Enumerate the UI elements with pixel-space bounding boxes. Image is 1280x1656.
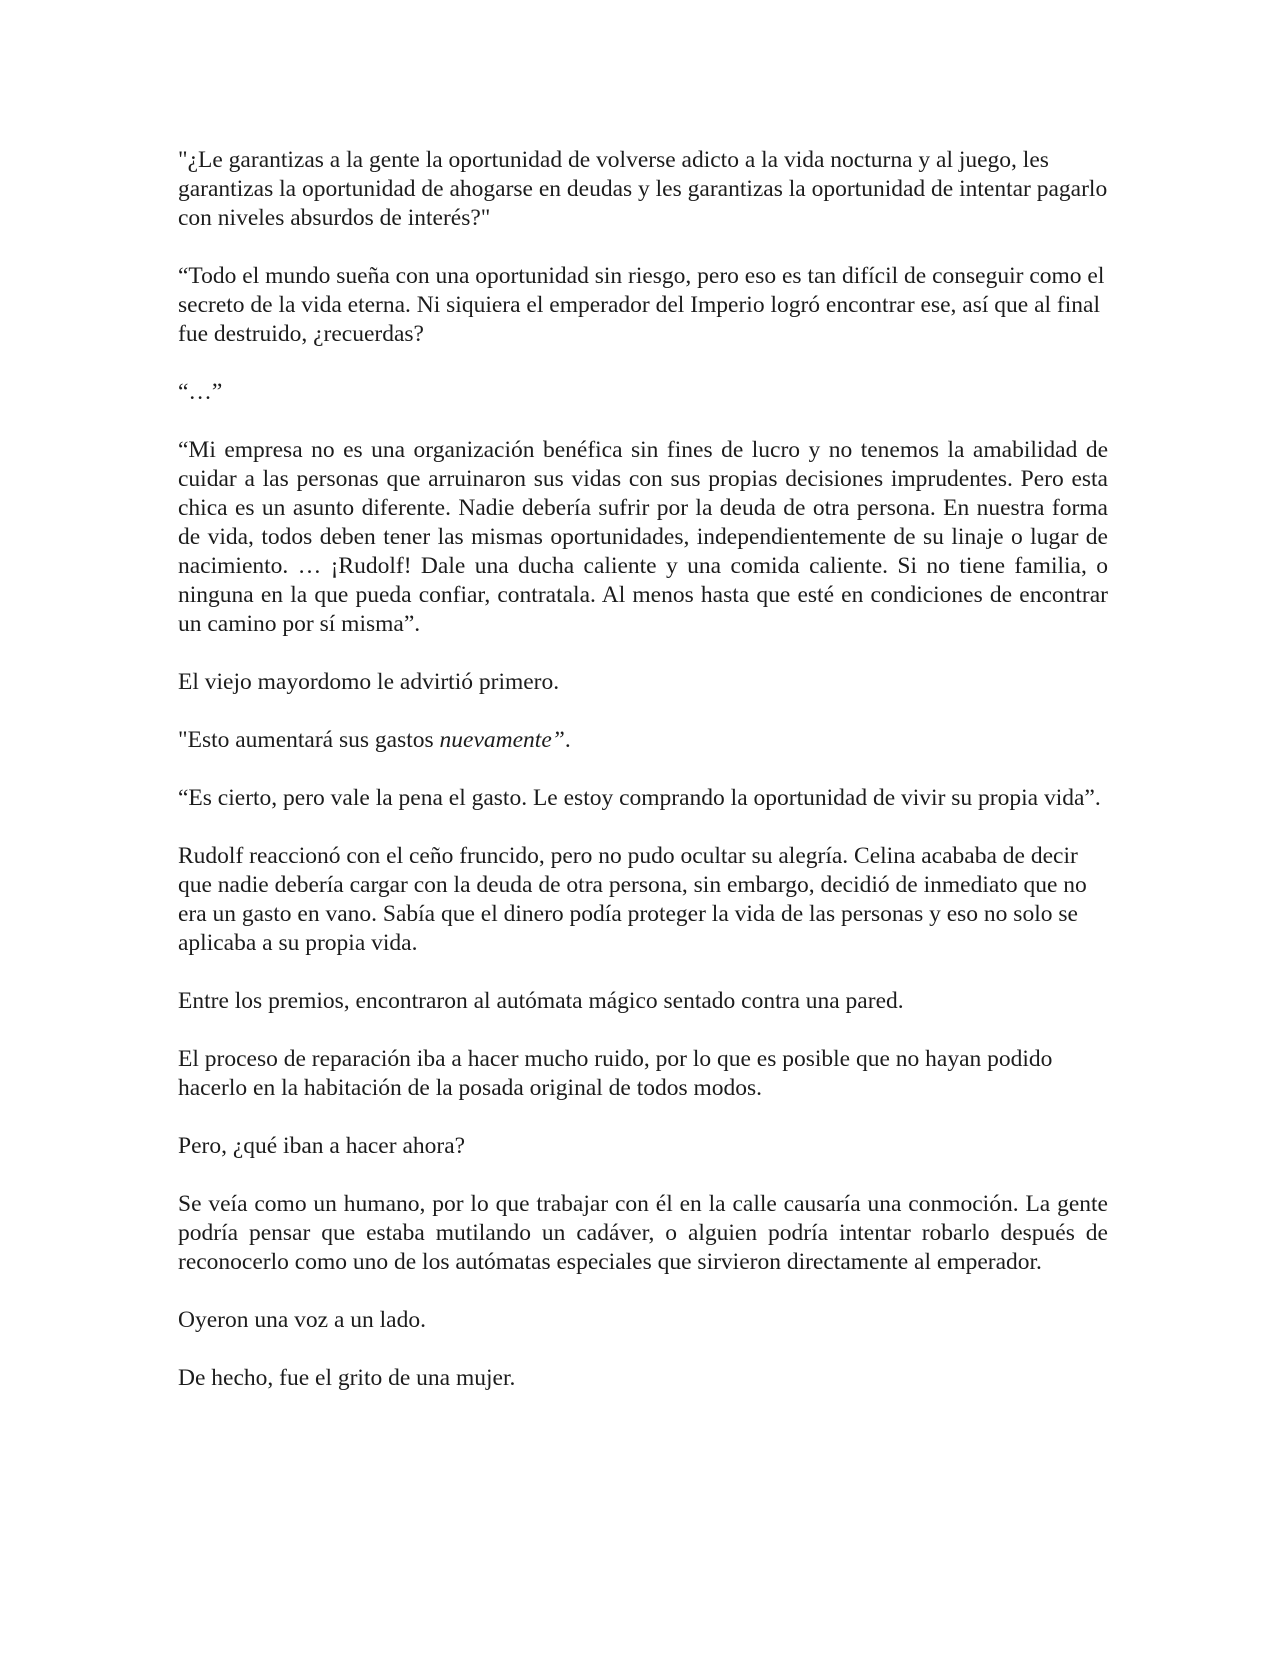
paragraph-7: “Es cierto, pero vale la pena el gasto. Le estoy comprando la oportunidad de vivir su propia vida”. [178,785,1101,811]
paragraph-11: Pero, ¿qué iban a hacer ahora? [178,1133,466,1159]
paragraph-6-italic-text: nuevamente” [439,727,565,753]
paragraph-9: Entre los premios, encontraron al autómata mágico sentado contra una pared. [178,988,904,1014]
paragraph-3: “…” [178,379,223,405]
paragraph-14: De hecho, fue el grito de una mujer. [178,1365,516,1391]
paragraph-12: Se veía como un humano, por lo que trabajar con él en la calle causaría una conmoción. La gente podría pensar que estaba mutilando un cadáver, o alguien podría intentar robarlo después de reconocerlo como uno de los autómatas especiales que sirvieron directamente al emperador. [178,1191,1108,1275]
paragraph-8: Rudolf reaccionó con el ceño fruncido, pero no pudo ocultar su alegría. Celina acababa de decir que nadie debería cargar con la deuda de otra persona, sin embargo, decidió de inmediato que no era un gasto en vano. Sabía que el dinero podía proteger la vida de las personas y eso no solo se aplicaba a su propia vida. [178,843,1087,956]
paragraph-5: El viejo mayordomo le advirtió primero. [178,669,560,695]
paragraph-4: “Mi empresa no es una organización benéfica sin fines de lucro y no tenemos la amabilidad de cuidar a las personas que arruinaron sus vidas con sus propias decisiones imprudentes. Pero esta chica es un asunto diferente. Nadie debería sufrir por la deuda de otra persona. En nuestra forma de vida, todos deben tener las mismas oportunidades, independientemente de su linaje o lugar de nacimiento. … ¡Rudolf! Dale una ducha caliente y una comida caliente. Si no tiene familia, o ninguna en la que pueda confiar, contratala. Al menos hasta que esté en condiciones de encontrar un camino por sí misma”. [178,437,1108,637]
paragraph-6-text: "Esto aumentará sus gastos [178,727,440,753]
paragraph-13: Oyeron una voz a un lado. [178,1307,426,1333]
paragraph-1: "¿Le garantizas a la gente la oportunidad de volverse adicto a la vida nocturna y al juego, les garantizas la oportunidad de ahogarse en deudas y les garantizas la oportunidad de intentar pagarlo con niveles absurdos de interés?" [178,147,1108,231]
paragraph-6 [178,726,1108,755]
paragraph-6-end-text: . [564,727,571,753]
paragraph-2: “Todo el mundo sueña con una oportunidad sin riesgo, pero eso es tan difícil de conseguir como el secreto de la vida eterna. Ni siquiera el emperador del Imperio logró encontrar ese, así que al final fue destruido, ¿recuerdas? [178,263,1105,347]
paragraph-10: El proceso de reparación iba a hacer mucho ruido, por lo que es posible que no hayan podido hacerlo en la habitación de la posada original de todos modos. [178,1046,1053,1101]
document-page [178,146,1108,1422]
